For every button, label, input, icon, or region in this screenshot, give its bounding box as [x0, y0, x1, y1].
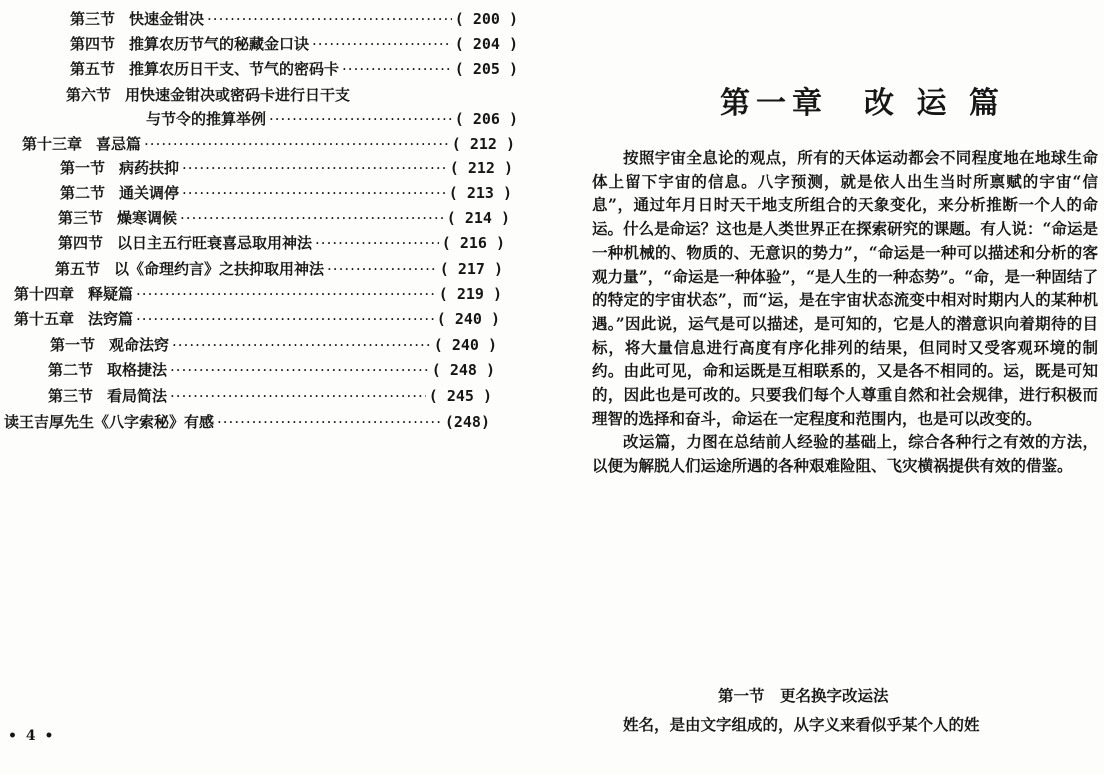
toc-page-number: ( 216 ) — [441, 234, 505, 252]
toc-leader-dots — [170, 385, 426, 407]
toc-title: 喜忌篇 — [96, 135, 142, 153]
toc-leader-dots — [312, 33, 452, 55]
toc-page-number: ( 212 ) — [451, 135, 515, 153]
toc-page-number: ( 205 ) — [454, 60, 518, 78]
toc-entry — [48, 385, 492, 407]
paragraph-1: 按照宇宙全息论的观点，所有的天体运动都会不同程度地在地球生命体上留下宇宙的信息。八字预测，就是依人出生当时所禀赋的宇宙“信息”，通过年月日时天干地支所组合的天象变化，来分析推断一个人的命运。什么是命运？这也是人类世界正在探索研究的课题。有人说：“命运是一种机械的、物质的、无意识的势力”，“命运是一种可以描述和分析的客观力量”，“命运是一种体验”，“是人生的一种态势”。“命，是一种固结了的特定的宇宙状态”，而“运，是在宇宙状态流变中相对时期内人的某种机遇。”因此说，运气是可以描述，是可知的，它是人的潜意识向着期待的目标，将大量信息进行高度有序化排列的结果，但同时又受客观环境的制约。由此可见，命和运既是互相联系的，又是各不相同的。运，既是可知的，因此也是可改的。只要我们每个人尊重自然和社会规律，进行积极而理智的选择和奋斗，命运在一定程度和范围内，也是可以改变的。 — [592, 148, 1098, 428]
toc-title: 推算农历日干支、节气的密码卡 — [129, 60, 340, 78]
toc-title: 释疑篇 — [88, 285, 134, 303]
section-title: 第一节 更名换字改运法 — [718, 686, 889, 705]
toc-leader-dots — [136, 283, 436, 305]
toc-entry — [58, 207, 510, 229]
toc-title: 燥寒调候 — [117, 209, 178, 227]
toc-label: 第五节 — [70, 60, 116, 78]
toc-title: 快速金钳决 — [129, 10, 205, 28]
toc-page-number: ( 219 ) — [438, 285, 502, 303]
toc-label: 第三节 — [70, 10, 116, 28]
page-number: • 4 • — [8, 728, 56, 744]
toc-page-number: ( 245 ) — [428, 387, 492, 405]
section-first-line: 姓名，是由文字组成的，从字义来看似乎某个人的姓 — [623, 715, 980, 734]
toc-page-number: ( 212 ) — [449, 159, 513, 177]
toc-entry — [48, 359, 495, 381]
toc-entry — [146, 108, 518, 130]
toc-label: 第十三章 — [22, 135, 83, 153]
toc-entry — [55, 258, 503, 280]
toc-page-number: ( 217 ) — [439, 260, 503, 278]
toc-label: 第一节 — [60, 159, 106, 177]
toc-entry — [60, 157, 513, 179]
toc-leader-dots — [327, 258, 437, 280]
toc-leader-dots — [136, 308, 434, 330]
toc-page-number: ( 248 ) — [431, 361, 495, 379]
toc-label: 第四节 — [58, 234, 104, 252]
toc-entry — [50, 334, 497, 356]
toc-label: 第四节 — [70, 35, 116, 53]
toc-title: 通关调停 — [119, 184, 180, 202]
toc-title: 病药扶抑 — [119, 159, 180, 177]
toc-entry — [66, 84, 518, 106]
toc-entry — [22, 133, 515, 155]
toc-title: 读王吉厚先生《八字索秘》有感 — [4, 413, 215, 431]
toc-title: 以日主五行旺衰喜忌取用神法 — [117, 234, 313, 252]
toc-leader-dots — [172, 334, 431, 356]
toc-leader-dots — [269, 108, 452, 130]
toc-leader-dots — [180, 207, 444, 229]
chapter-body — [592, 146, 1098, 478]
toc-label: 第二节 — [60, 184, 106, 202]
toc-leader-dots — [207, 8, 452, 30]
toc-title: 观命法窍 — [109, 336, 170, 354]
toc-entry — [14, 308, 500, 330]
toc-label: 第三节 — [48, 387, 94, 405]
toc-page-number: ( 204 ) — [454, 35, 518, 53]
toc-title: 与节令的推算举例 — [146, 110, 267, 128]
paragraph-2: 改运篇，力图在总结前人经验的基础上，综合各种行之有效的方法，以便为解脱人们运途所遇的各种艰难险阻、飞灾横祸提供有效的借鉴。 — [592, 432, 1098, 476]
toc-title: 看局简法 — [107, 387, 168, 405]
toc-label: 第二节 — [48, 361, 94, 379]
chapter-title: 第一章 改 运 篇 — [720, 86, 1005, 121]
toc-title: 法窍篇 — [88, 310, 134, 328]
toc-title: 以《命理约言》之扶抑取用神法 — [114, 260, 325, 278]
left-page — [0, 0, 550, 775]
toc-label: 第十四章 — [14, 285, 75, 303]
toc-page-number: ( 206 ) — [454, 110, 518, 128]
toc-entry — [70, 58, 518, 80]
toc-title: 推算农历节气的秘藏金口诀 — [129, 35, 310, 53]
toc-page-number: ( 240 ) — [433, 336, 497, 354]
toc-entry — [4, 411, 490, 433]
toc-entry — [58, 232, 505, 254]
toc-page-number: ( 240 ) — [436, 310, 500, 328]
toc-label: 第十五章 — [14, 310, 75, 328]
toc-leader-dots — [170, 359, 429, 381]
toc-leader-dots — [182, 182, 446, 204]
toc-leader-dots — [144, 133, 449, 155]
toc-title: 用快速金钳决或密码卡进行日干支 — [125, 86, 351, 104]
toc-entry — [60, 182, 512, 204]
toc-page-number: ( 213 ) — [448, 184, 512, 202]
toc-label: 第三节 — [58, 209, 104, 227]
right-page — [560, 0, 1104, 775]
toc-page-number: ( 214 ) — [446, 209, 510, 227]
toc-leader-dots — [315, 232, 439, 254]
toc-title: 取格捷法 — [107, 361, 168, 379]
toc-label: 第一节 — [50, 336, 96, 354]
toc-label: 第五节 — [55, 260, 101, 278]
toc-entry — [14, 283, 502, 305]
toc-entry — [70, 8, 518, 30]
toc-leader-dots — [217, 411, 442, 433]
toc-leader-dots — [342, 58, 452, 80]
toc-label: 第六节 — [66, 86, 112, 104]
toc-entry — [70, 33, 518, 55]
toc-page-number: (248) — [444, 413, 490, 431]
toc-leader-dots — [182, 157, 447, 179]
toc-page-number: ( 200 ) — [454, 10, 518, 28]
